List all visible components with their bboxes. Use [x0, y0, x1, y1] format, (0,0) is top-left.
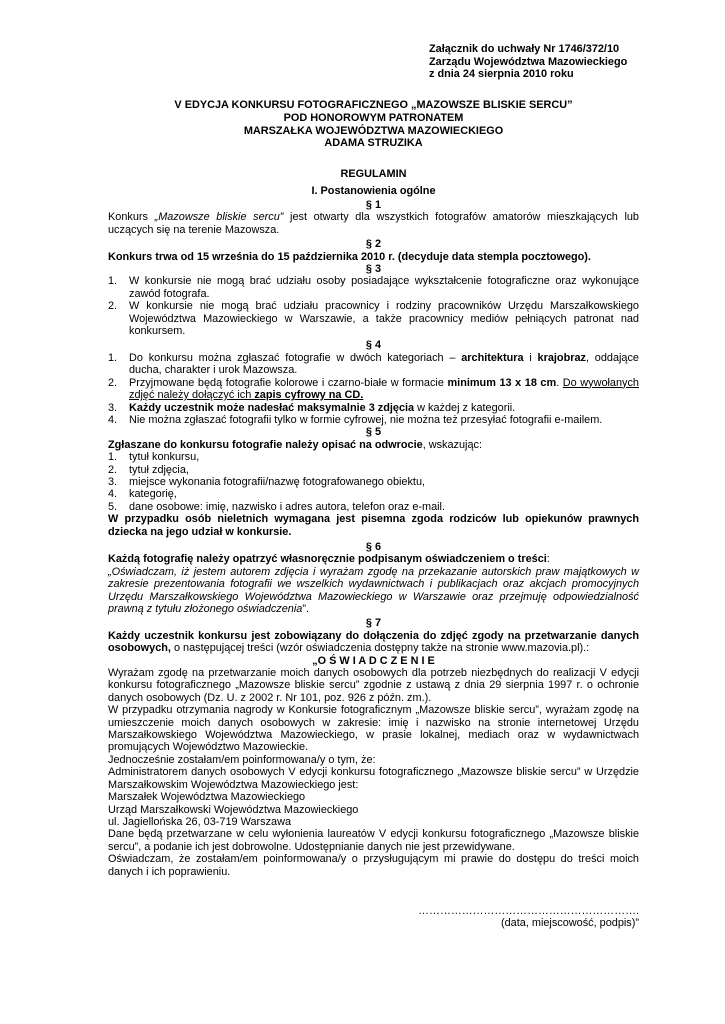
list-number: 5. [108, 500, 118, 513]
p1-text-c: jest otwarty dla wszystkich fotografów amatorów mieszkających lub uczących się na terenie Mazowsza. [108, 211, 639, 236]
list-text [129, 402, 639, 414]
list-item [108, 488, 639, 500]
paragraph-4-heading: § 4 [365, 339, 382, 352]
address-line-1: Marszałek Województwa Mazowieckiego [108, 791, 306, 804]
title-line-2: POD HONOROWYM PATRONATEM [283, 111, 464, 124]
p6-quote-text: „Oświadczam, iż jestem autorem zdjęcia i wyrażam zgodę na przekazanie autorskich praw majątkowych w zakresie prezentowania fotografii we wszelkich wydawnictwach i publikacjach oraz akcjach promocyjnych Urzędu Marszałkowskiego Województwa Mazowieckiego w Warszawie oraz przejmuję odpowiedzialność prawną z tytułu złożonego oświadczenia [108, 565, 639, 615]
list-item [108, 352, 639, 377]
title-line-1: V EDYCJA KONKURSU FOTOGRAFICZNEGO „MAZOWSZE BLISKIE SERCU” [174, 99, 573, 111]
list-number: 4. [108, 488, 118, 501]
p4-i1-e: , oddające ducha, charakter i urok Mazowsza. [129, 351, 639, 377]
signature-block [418, 905, 639, 930]
p7-intro-a: Każdy uczestnik konkursu jest zobowiązany do dołączenia do zdjęć zgody na przetwarzanie danych osobowych, [108, 629, 639, 655]
paragraph-3-heading: § 3 [365, 263, 382, 276]
p1-contest-name: „Mazowsze bliskie sercu” [154, 211, 284, 224]
paragraph-2-heading: § 2 [365, 238, 382, 251]
paragraph-6-intro [108, 553, 639, 565]
p4-i3-a: Każdy uczestnik może nadesłać maksymalnie 3 zdjęcia [129, 401, 415, 414]
list-item [108, 300, 639, 337]
list-item [108, 464, 639, 476]
signature-caption: (data, miejscowość, podpis)” [501, 917, 639, 930]
list-number: 2. [108, 376, 118, 389]
list-item [108, 414, 639, 426]
paragraph-7-heading: § 7 [365, 617, 382, 630]
list-item [108, 402, 639, 414]
p1-text-a: Konkurs [108, 211, 155, 224]
category-landscape: krajobraz [537, 351, 586, 364]
header-line-1: Załącznik do uchwały Nr 1746/372/10 [429, 43, 620, 55]
list-item [108, 476, 639, 488]
paragraph-6-quote [108, 566, 639, 616]
declaration-para-1: Wyrażam zgodę na przetwarzanie moich danych osobowych dla potrzeb niezbędnych do realizacji V edycji konkursu fotograficznego „Mazowsze bliskie sercu” zgodnie z ustawą z dnia 29 sierpnia 1997 r. o ochronie danych osobowych (Dz. U. z 2002 r. Nr 101, poz. 926 z późn. zm.). [108, 667, 639, 704]
declaration-para-5: Dane będą przetwarzane w celu wyłonienia laureatów V edycji konkursu fotograficznego „Mazowsze bliskie sercu”, a podanie ich jest dobrowolne. Udostępnianie danych nie jest przewidywane. [108, 828, 639, 853]
paragraph-5-minors-note: W przypadku osób nieletnich wymagana jest pisemna zgoda rodziców lub opiekunów prawnych dziecka na jego udział w konkursie. [108, 513, 639, 538]
title-line-4: ADAMA STRUZIKA [324, 137, 423, 150]
list-text [129, 377, 639, 402]
list-text: miejsce wykonania fotografii/nazwę fotografowanego obiektu, [129, 475, 426, 488]
p6-quote-end: ”. [302, 603, 309, 615]
attachment-header [429, 43, 627, 81]
p4-format: minimum 13 x 18 cm [447, 376, 557, 389]
p7-intro-b: o następującej treści (wzór oświadczenia dostępny także na stronie www.mazovia.pl).: [170, 642, 590, 655]
p6-colon: : [546, 553, 550, 566]
address-line-2: Urząd Marszałkowski Województwa Mazowieckiego [108, 803, 359, 816]
list-number: 3. [108, 401, 118, 414]
list-text: dane osobowe: imię, nazwisko i adres autora, telefon oraz e-mail. [129, 500, 445, 513]
list-number: 1. [108, 275, 118, 288]
p4-i2-a: Przyjmowane będą fotografie kolorowe i czarno-białe w formacie [129, 376, 448, 389]
declaration-para-2: W przypadku otrzymania nagrody w Konkursie fotograficznym „Mazowsze bliskie sercu”, wyrażam zgodę na umieszczenie moich danych osobowych w zakresie: imię i nazwisko na stronie internetowej Urzędu Marszałkowskiego Województwa Mazowieckiego, w prasie lokalnej, mediach oraz w wydawnictwach promujących Województwo Mazowieckie. [108, 704, 639, 754]
p5-intro-b: , wskazując: [422, 438, 483, 451]
paragraph-2-text: Konkurs trwa od 15 września do 15 października 2010 r. (decyduje data stempla pocztowego). [108, 250, 591, 263]
p4-i2-c: . [556, 376, 563, 389]
p4-i2-d: Do wywołanych zdjęć należy dołączyć ich [129, 376, 639, 402]
p4-i1-c: i [523, 351, 538, 364]
paragraph-5-heading: § 5 [365, 426, 382, 439]
list-number: 3. [108, 475, 118, 488]
p6-intro: Każdą fotografię należy opatrzyć własnoręcznie podpisanym oświadczeniem o treści [108, 553, 547, 566]
p5-intro-a: Zgłaszane do konkursu fotografie należy opisać na odwrocie [108, 438, 423, 451]
list-text [129, 352, 639, 377]
paragraph-1-heading: § 1 [365, 199, 382, 211]
list-item [108, 377, 639, 402]
paragraph-5-list [108, 451, 639, 513]
list-text: W konkursie nie mogą brać udziału osoby posiadające wykształcenie fotograficzne oraz wykonujące zawód fotografa. [129, 275, 639, 300]
list-text: Nie można zgłaszać fotografii tylko w formie cyfrowej, nie można też przesyłać fotografii e-mailem. [129, 413, 603, 426]
document-title [108, 99, 639, 150]
list-item [108, 501, 639, 513]
header-line-3: z dnia 24 sierpnia 2010 roku [429, 68, 574, 81]
list-number: 2. [108, 463, 118, 476]
section-1-title: I. Postanowienia ogólne [311, 184, 436, 197]
paragraph-4-list [108, 352, 639, 426]
paragraph-3-list [108, 275, 639, 337]
list-item [108, 275, 639, 300]
list-number: 1. [108, 451, 118, 464]
signature-dots: ……………………………………………………. [418, 905, 639, 917]
declaration-para-3: Jednocześnie zostałam/em poinformowana/y o tym, że: [108, 753, 376, 766]
regulamin-heading: REGULAMIN [340, 168, 407, 181]
list-text: W konkursie nie mogą brać udziału pracownicy i rodziny pracowników Urzędu Marszałkowskiego Województwa Mazowieckiego w Warszawie, a także pracownicy mediów pełniących patronat nad konkursem. [129, 300, 639, 338]
address-line-3: ul. Jagiellońska 26, 03-719 Warszawa [108, 815, 292, 828]
list-item [108, 451, 639, 463]
declaration-para-4: Administratorem danych osobowych V edycji konkursu fotograficznego „Mazowsze bliskie sercu” w Urzędzie Marszałkowskim Województwa Mazowieckiego jest: [108, 766, 639, 791]
declaration-title: „O Ś W I A D C Z E N I E [312, 654, 435, 667]
list-number: 4. [108, 413, 118, 426]
category-architecture: architektura [461, 351, 524, 364]
paragraph-1-text [108, 211, 639, 236]
paragraph-5-intro [108, 439, 639, 451]
title-line-3: MARSZAŁKA WOJEWÓDZTWA MAZOWIECKIEGO [243, 124, 504, 137]
header-line-2: Zarządu Województwa Mazowieckiego [429, 55, 628, 68]
list-text: kategorię, [129, 488, 177, 501]
p4-i1-a: Do konkursu można zgłaszać fotografie w dwóch kategoriach – [129, 351, 462, 364]
list-number: 1. [108, 351, 118, 364]
paragraph-6-heading: § 6 [365, 540, 382, 553]
p4-cd-requirement: zapis cyfrowy na CD. [254, 389, 364, 402]
p4-i3-b: w każdej z kategorii. [414, 401, 516, 414]
list-text: tytuł konkursu, [129, 451, 200, 464]
declaration-para-6: Oświadczam, że zostałam/em poinformowana/y o przysługującym mi prawie do dostępu do treści moich danych i ich poprawieniu. [108, 853, 639, 878]
paragraph-7-intro [108, 630, 639, 655]
list-text: tytuł zdjęcia, [129, 463, 189, 476]
list-number: 2. [108, 300, 118, 313]
document-body [108, 99, 639, 878]
